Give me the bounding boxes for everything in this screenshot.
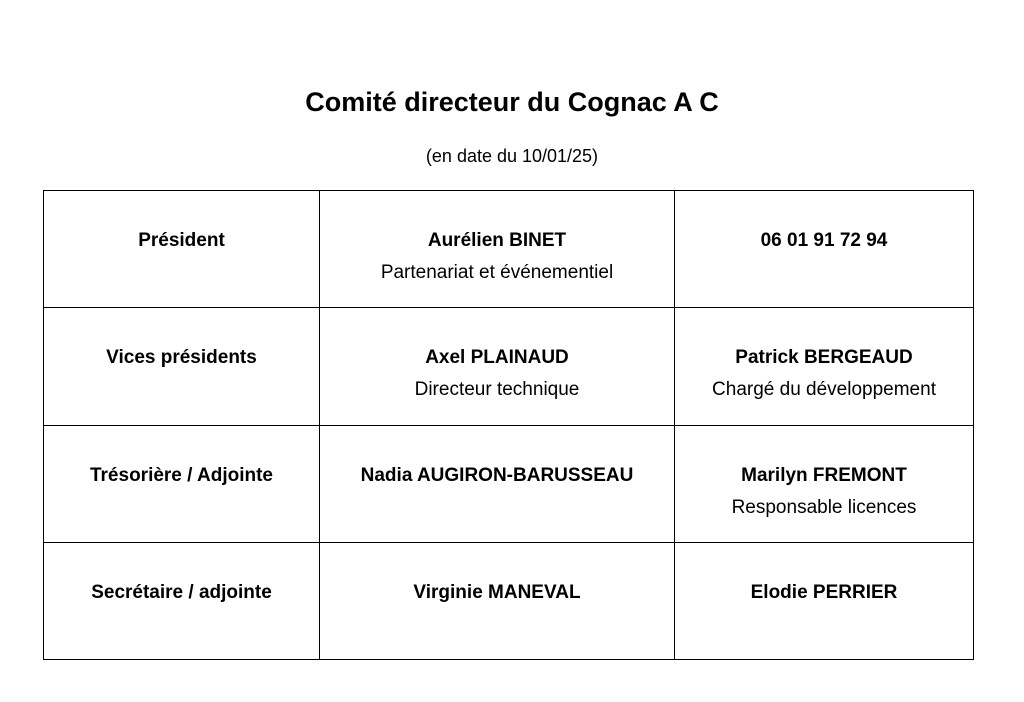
table-row-secretary bbox=[44, 542, 974, 659]
role-cell bbox=[44, 191, 320, 308]
member-cell bbox=[320, 425, 675, 542]
role-label: Vices présidents bbox=[106, 347, 257, 369]
role-label: Secrétaire / adjointe bbox=[91, 581, 272, 603]
member-cell bbox=[675, 542, 974, 659]
role-cell bbox=[44, 425, 320, 542]
role-cell bbox=[44, 308, 320, 425]
member-function: Partenariat et événementiel bbox=[380, 262, 614, 283]
member-name: Virginie MANEVAL bbox=[413, 581, 581, 603]
member-cell bbox=[320, 542, 675, 659]
member-cell bbox=[320, 308, 675, 425]
phone-number: 06 01 91 72 94 bbox=[760, 230, 888, 251]
member-name: Nadia AUGIRON-BARUSSEAU bbox=[360, 464, 634, 486]
member-cell bbox=[320, 191, 675, 308]
table-row-president bbox=[44, 191, 974, 308]
role-label: Président bbox=[138, 230, 225, 251]
member-cell bbox=[675, 308, 974, 425]
member-function: Chargé du développement bbox=[712, 379, 936, 401]
phone-cell bbox=[675, 191, 974, 308]
member-name: Patrick BERGEAUD bbox=[735, 347, 913, 369]
committee-table bbox=[43, 190, 974, 660]
member-cell bbox=[675, 425, 974, 542]
page-title: Comité directeur du Cognac A C bbox=[305, 87, 719, 117]
page-subtitle-date: (en date du 10/01/25) bbox=[425, 146, 599, 166]
table-row-treasurer bbox=[44, 425, 974, 542]
table-row-vice-presidents bbox=[44, 308, 974, 425]
member-name: Aurélien BINET bbox=[427, 230, 567, 251]
member-function: Responsable licences bbox=[731, 496, 917, 518]
role-cell bbox=[44, 542, 320, 659]
member-function: Directeur technique bbox=[414, 379, 580, 401]
member-name: Marilyn FREMONT bbox=[741, 464, 907, 486]
role-label: Trésorière / Adjointe bbox=[89, 464, 273, 486]
member-name: Axel PLAINAUD bbox=[425, 347, 569, 369]
member-name: Elodie PERRIER bbox=[750, 581, 898, 603]
